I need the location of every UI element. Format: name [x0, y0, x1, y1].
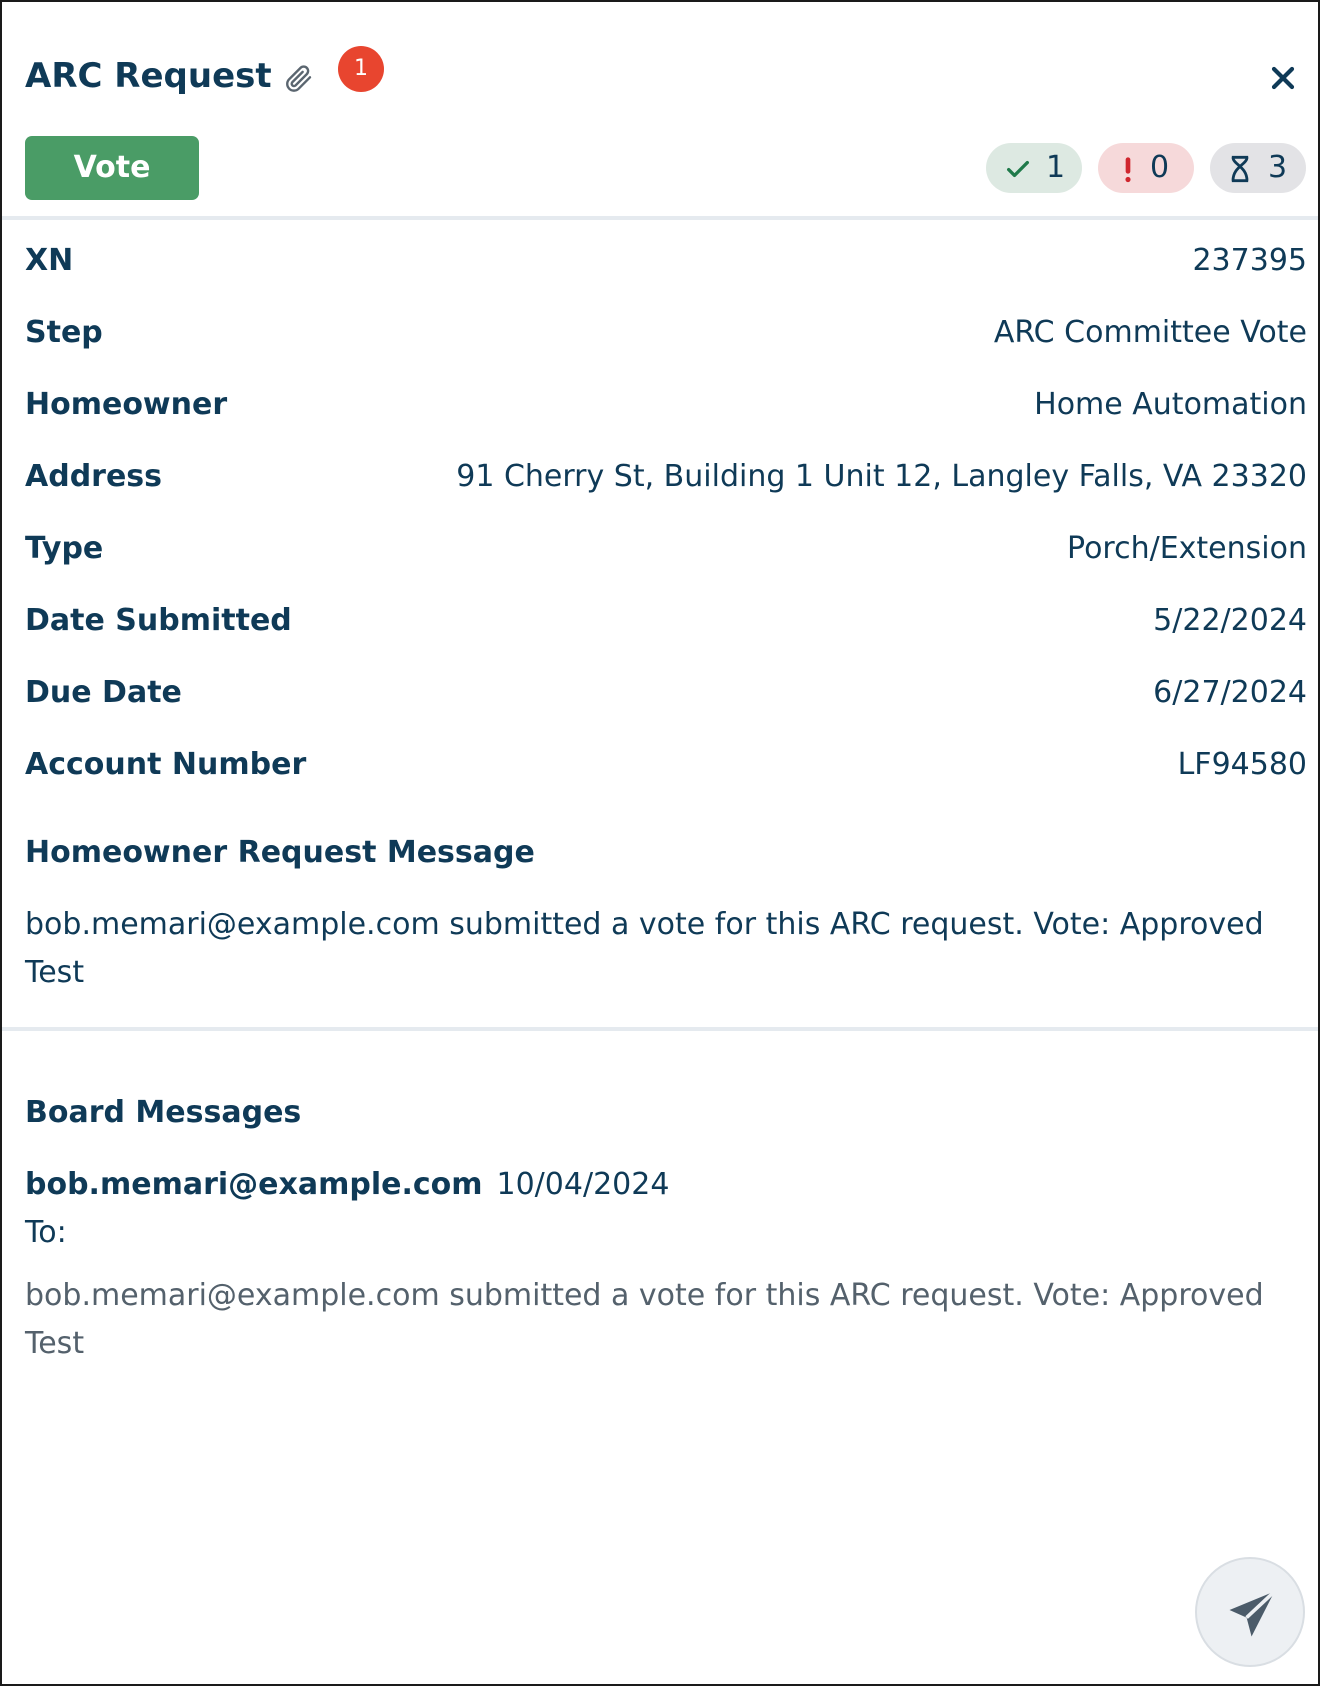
message-recipient: To:	[25, 1215, 67, 1250]
detail-row-type	[25, 525, 1307, 573]
board-message-header	[25, 1161, 669, 1209]
detail-value: Home Automation	[1034, 387, 1307, 422]
pending-count-pill	[1210, 143, 1306, 193]
section-divider	[2, 1027, 1318, 1031]
board-message-body: bob.memari@example.com submitted a vote for this ARC request. Vote: Approved Test	[25, 1278, 1264, 1361]
detail-label: Date Submitted	[25, 603, 292, 638]
attachment-count-badge: 1	[338, 46, 384, 92]
hourglass-icon	[1226, 155, 1254, 183]
vote-button[interactable]: Vote	[25, 136, 199, 200]
detail-row-xn	[25, 237, 1307, 285]
board-messages-title: Board Messages	[25, 1095, 302, 1130]
homeowner-request-title: Homeowner Request Message	[25, 835, 535, 870]
detail-row-account-number	[25, 741, 1307, 789]
send-icon	[1225, 1587, 1279, 1641]
detail-label: Step	[25, 315, 103, 350]
pending-count: 3	[1268, 150, 1288, 185]
header-divider	[2, 216, 1318, 220]
detail-value: 237395	[1192, 243, 1307, 278]
detail-value: 5/22/2024	[1153, 603, 1307, 638]
detail-value: 6/27/2024	[1153, 675, 1307, 710]
message-date: 10/04/2024	[496, 1167, 670, 1202]
detail-value: ARC Committee Vote	[993, 315, 1307, 350]
send-button[interactable]	[1195, 1557, 1305, 1667]
approved-count: 1	[1046, 150, 1066, 185]
detail-row-step	[25, 309, 1307, 357]
detail-label: Homeowner	[25, 387, 228, 422]
approved-count-pill	[986, 143, 1082, 193]
rejected-count-pill	[1098, 143, 1194, 193]
detail-value: LF94580	[1177, 747, 1307, 782]
detail-label: Account Number	[25, 747, 307, 782]
detail-label: Address	[25, 459, 163, 494]
detail-row-homeowner	[25, 381, 1307, 429]
panel-title: ARC Request	[25, 56, 272, 96]
paperclip-icon[interactable]	[282, 60, 314, 96]
close-icon[interactable]	[1265, 60, 1301, 96]
detail-row-due-date	[25, 669, 1307, 717]
detail-label: Type	[25, 531, 104, 566]
rejected-count: 0	[1150, 150, 1170, 185]
homeowner-request-message: bob.memari@example.com submitted a vote for this ARC request. Vote: Approved Test	[25, 907, 1264, 990]
detail-value: Porch/Extension	[1067, 531, 1307, 566]
detail-label: Due Date	[25, 675, 182, 710]
exclamation-icon	[1114, 155, 1142, 183]
panel-header	[2, 2, 1318, 102]
check-icon	[1004, 155, 1032, 183]
detail-value: 91 Cherry St, Building 1 Unit 12, Langley Falls, VA 23320	[456, 459, 1307, 494]
detail-label: XN	[25, 243, 74, 278]
detail-row-address	[25, 453, 1307, 501]
detail-row-date-submitted	[25, 597, 1307, 645]
message-sender: bob.memari@example.com	[25, 1167, 483, 1202]
